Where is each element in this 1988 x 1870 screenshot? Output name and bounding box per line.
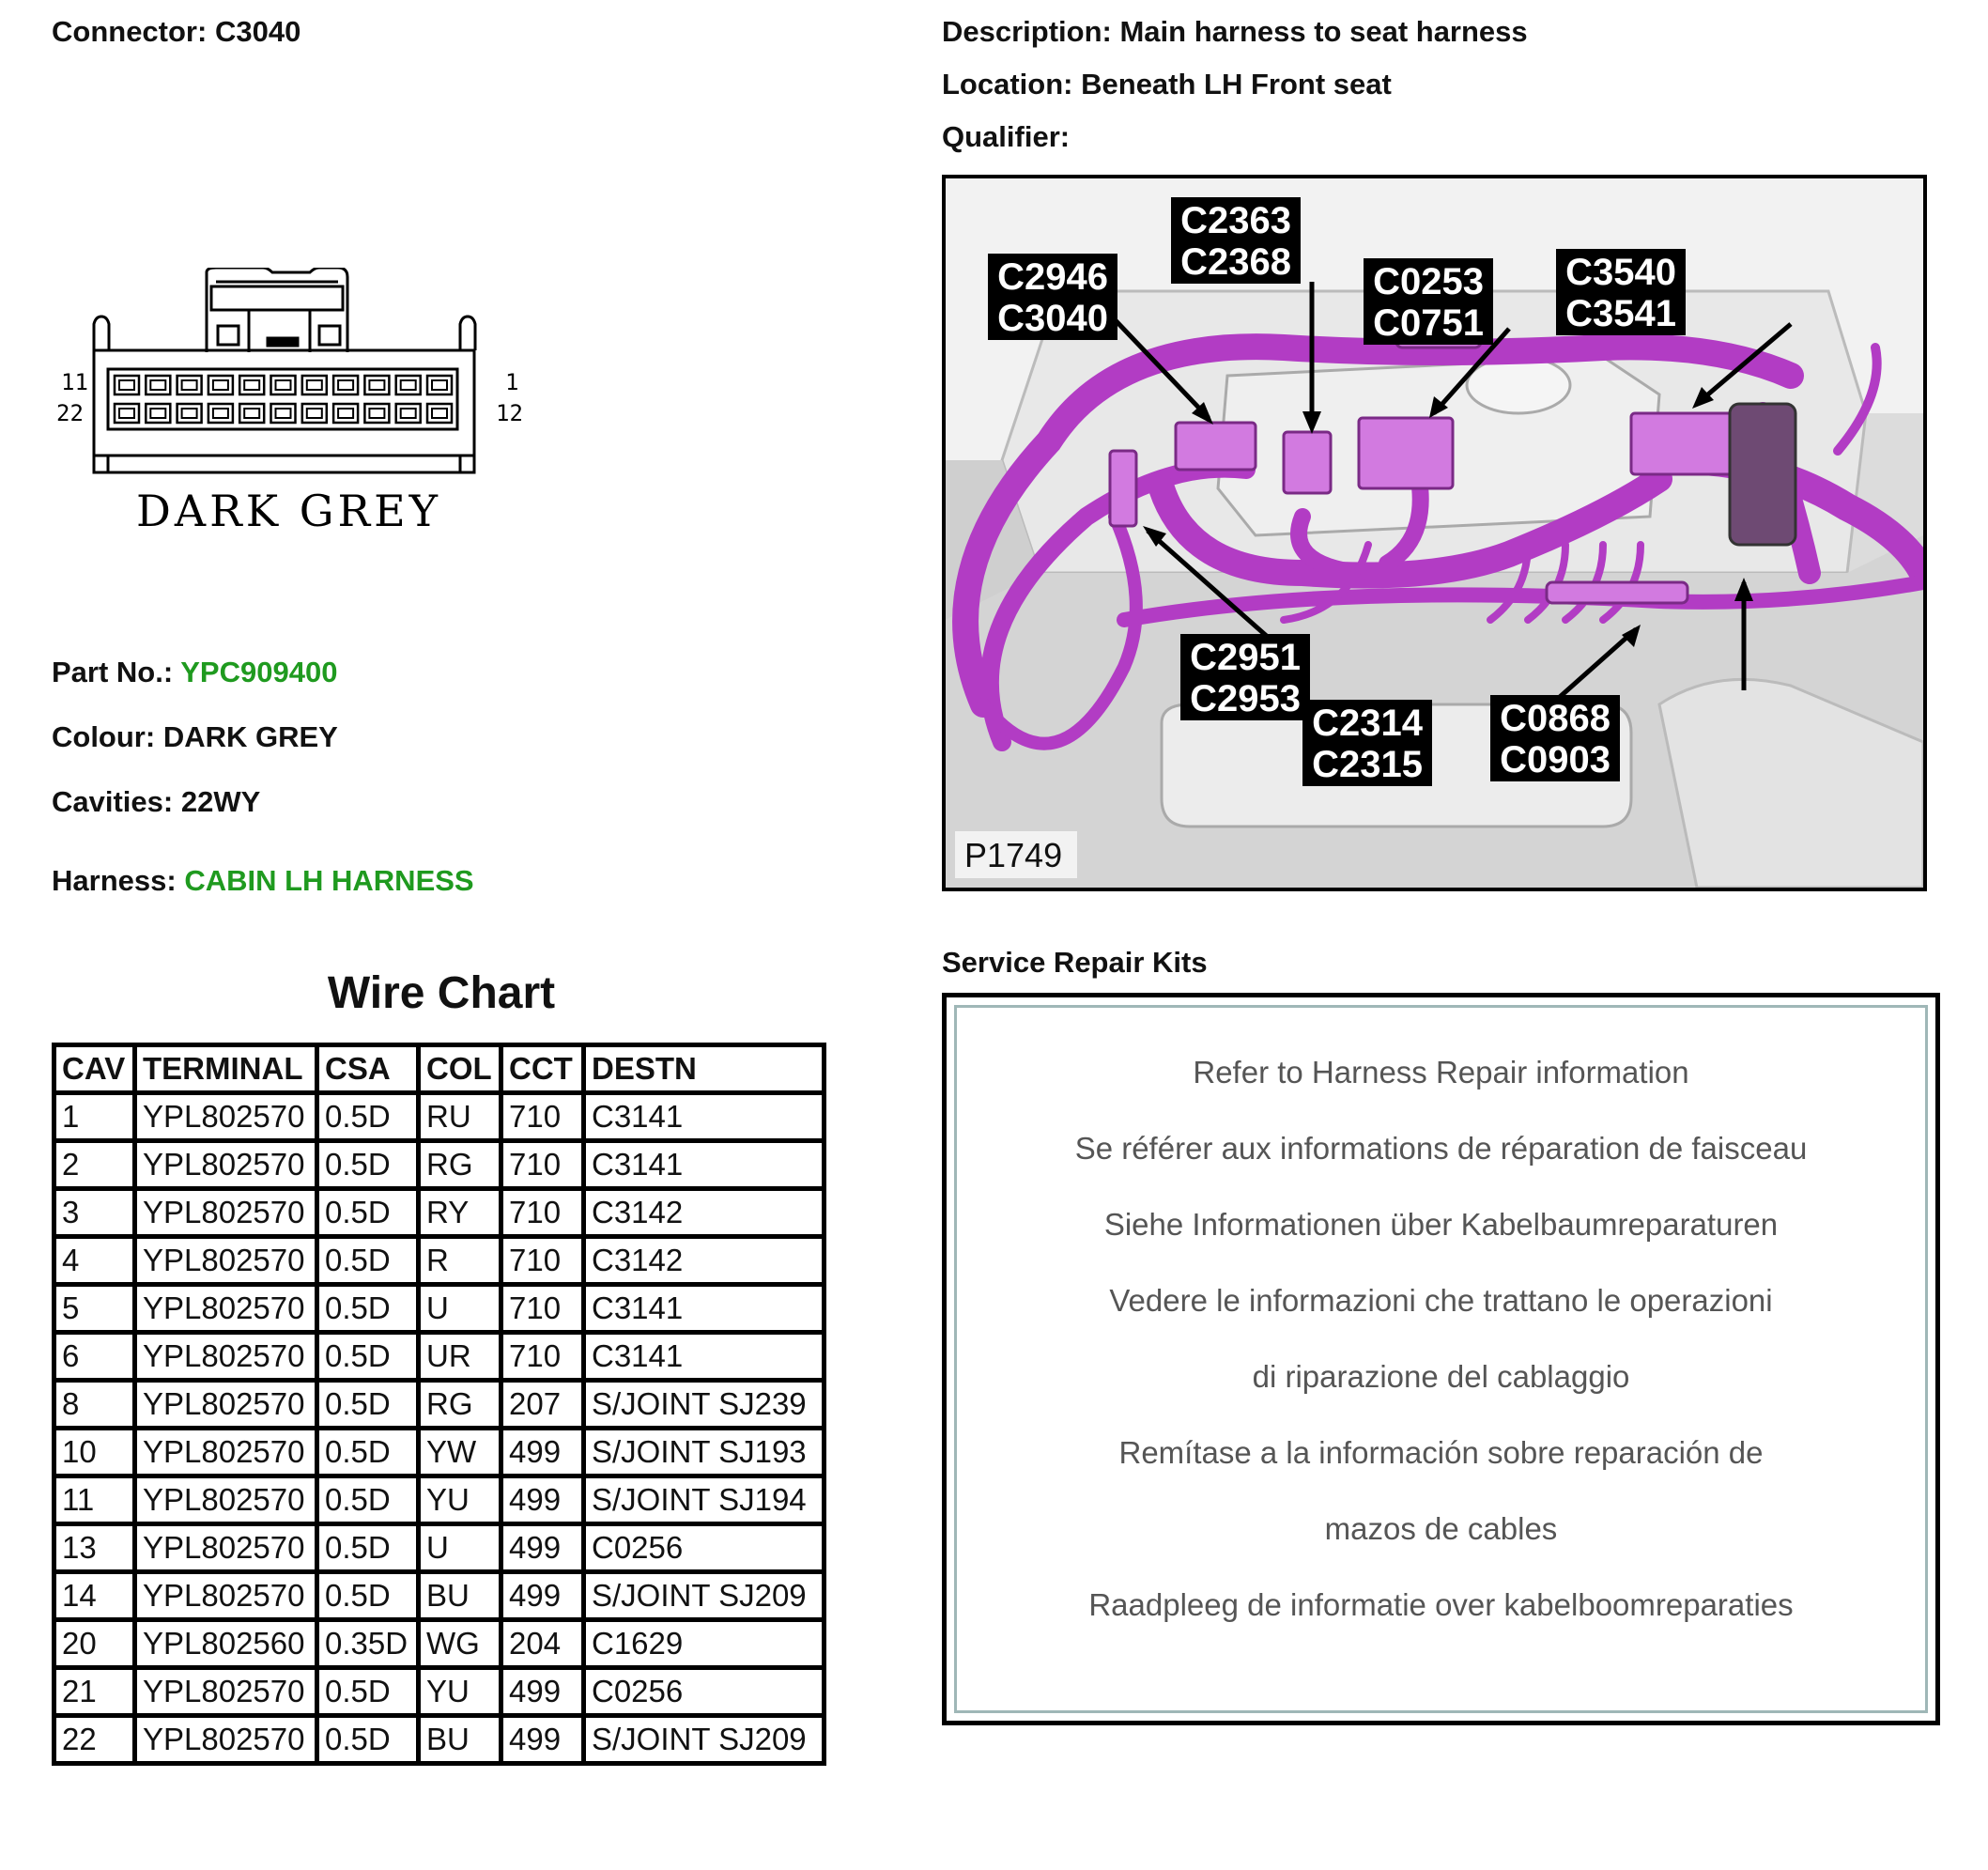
cavity bbox=[146, 404, 170, 423]
repair-line-es-1: Remítase a la información sobre reparación de bbox=[1118, 1435, 1764, 1470]
part-number-label: Part No.: bbox=[52, 656, 174, 688]
header-cav: CAV bbox=[54, 1045, 135, 1093]
cell-terminal: YPL802570 bbox=[135, 1381, 317, 1429]
table-row bbox=[54, 1141, 824, 1189]
cell-cct: 499 bbox=[501, 1476, 584, 1524]
cell-cct: 499 bbox=[501, 1668, 584, 1716]
table-row bbox=[54, 1524, 824, 1572]
cell-cav: 8 bbox=[54, 1381, 135, 1429]
header-cct: CCT bbox=[501, 1045, 584, 1093]
cell-csa: 0.5D bbox=[317, 1285, 419, 1333]
wire-chart-body bbox=[54, 1093, 824, 1764]
cavity bbox=[271, 404, 296, 423]
cell-csa: 0.5D bbox=[317, 1668, 419, 1716]
callout-code: C0868 bbox=[1500, 698, 1610, 739]
cell-destn: C3141 bbox=[584, 1333, 824, 1381]
header-csa: CSA bbox=[317, 1045, 419, 1093]
cell-col: YU bbox=[419, 1668, 501, 1716]
cell-cct: 710 bbox=[501, 1141, 584, 1189]
cell-col: YU bbox=[419, 1476, 501, 1524]
description-label: Description: bbox=[942, 15, 1112, 48]
cell-terminal: YPL802570 bbox=[135, 1189, 317, 1237]
cell-cav: 1 bbox=[54, 1093, 135, 1141]
callout-code: C3540 bbox=[1565, 252, 1676, 293]
cell-cav: 2 bbox=[54, 1141, 135, 1189]
cell-cct: 710 bbox=[501, 1333, 584, 1381]
cavity bbox=[177, 404, 202, 423]
cell-terminal: YPL802570 bbox=[135, 1524, 317, 1572]
cell-col: RG bbox=[419, 1141, 501, 1189]
cell-csa: 0.5D bbox=[317, 1141, 419, 1189]
qualifier-label: Qualifier: bbox=[942, 120, 1071, 153]
cell-terminal: YPL802570 bbox=[135, 1572, 317, 1620]
cell-destn: C3141 bbox=[584, 1141, 824, 1189]
cell-csa: 0.5D bbox=[317, 1524, 419, 1572]
cell-destn: S/JOINT SJ209 bbox=[584, 1716, 824, 1764]
cell-cct: 710 bbox=[501, 1093, 584, 1141]
cell-destn: S/JOINT SJ193 bbox=[584, 1429, 824, 1476]
repair-line-it-1: Vedere le informazioni che trattano le operazioni bbox=[1109, 1283, 1773, 1318]
cavity bbox=[427, 376, 452, 394]
cell-terminal: YPL802560 bbox=[135, 1620, 317, 1668]
table-row bbox=[54, 1572, 824, 1620]
table-row bbox=[54, 1668, 824, 1716]
header-col: COL bbox=[419, 1045, 501, 1093]
pin-label-12: 12 bbox=[496, 400, 523, 426]
cavity bbox=[427, 404, 452, 423]
cell-destn: C0256 bbox=[584, 1524, 824, 1572]
cavity bbox=[396, 376, 421, 394]
callout-code: C2368 bbox=[1180, 241, 1291, 283]
cell-col: BU bbox=[419, 1572, 501, 1620]
cell-cct: 499 bbox=[501, 1524, 584, 1572]
colour-label: Colour: bbox=[52, 720, 156, 753]
cell-cct: 207 bbox=[501, 1381, 584, 1429]
table-row bbox=[54, 1429, 824, 1476]
description-value: Main harness to seat harness bbox=[1119, 15, 1528, 48]
description bbox=[942, 15, 1528, 49]
connector-value: C3040 bbox=[214, 15, 301, 48]
cell-csa: 0.5D bbox=[317, 1476, 419, 1524]
cell-terminal: YPL802570 bbox=[135, 1093, 317, 1141]
repair-line-en: Refer to Harness Repair information bbox=[1193, 1055, 1689, 1090]
cell-destn: C3141 bbox=[584, 1093, 824, 1141]
cell-cav: 3 bbox=[54, 1189, 135, 1237]
location-value: Beneath LH Front seat bbox=[1081, 68, 1392, 100]
part-number-value[interactable]: YPC909400 bbox=[180, 656, 338, 688]
callout-label bbox=[1180, 634, 1310, 720]
harness-info bbox=[52, 864, 474, 898]
repair-line-nl: Raadpleeg de informatie over kabelboomreparaties bbox=[1088, 1587, 1794, 1622]
cell-destn: S/JOINT SJ209 bbox=[584, 1572, 824, 1620]
colour-info bbox=[52, 720, 338, 754]
cell-csa: 0.5D bbox=[317, 1716, 419, 1764]
cell-cav: 22 bbox=[54, 1716, 135, 1764]
cell-csa: 0.5D bbox=[317, 1093, 419, 1141]
wire-chart-title: Wire Chart bbox=[327, 968, 556, 1018]
cell-terminal: YPL802570 bbox=[135, 1237, 317, 1285]
cell-csa: 0.5D bbox=[317, 1572, 419, 1620]
cell-csa: 0.5D bbox=[317, 1381, 419, 1429]
callout-label bbox=[1171, 197, 1301, 284]
cell-terminal: YPL802570 bbox=[135, 1429, 317, 1476]
table-row bbox=[54, 1476, 824, 1524]
cell-col: WG bbox=[419, 1620, 501, 1668]
service-repair-kits-box bbox=[942, 993, 1940, 1725]
connector-colour-label: DARK GREY bbox=[136, 486, 442, 536]
location-label: Location: bbox=[942, 68, 1073, 100]
pin-label-1: 1 bbox=[505, 369, 519, 395]
cell-destn: C0256 bbox=[584, 1668, 824, 1716]
table-row bbox=[54, 1237, 824, 1285]
cell-col: RY bbox=[419, 1189, 501, 1237]
cell-col: RU bbox=[419, 1093, 501, 1141]
repair-line-de: Siehe Informationen über Kabelbaumreparaturen bbox=[1103, 1207, 1779, 1242]
cell-cav: 21 bbox=[54, 1668, 135, 1716]
cell-col: U bbox=[419, 1524, 501, 1572]
header-destn: DESTN bbox=[584, 1045, 824, 1093]
cavity bbox=[208, 404, 233, 423]
cell-cav: 11 bbox=[54, 1476, 135, 1524]
harness-location-illustration bbox=[946, 178, 1923, 888]
cell-destn: C3141 bbox=[584, 1285, 824, 1333]
callout-code: C0751 bbox=[1373, 302, 1484, 344]
callout-code: C2946 bbox=[997, 256, 1108, 298]
cavity bbox=[333, 404, 358, 423]
service-repair-kits-inner bbox=[954, 1005, 1928, 1713]
header-terminal: TERMINAL bbox=[135, 1045, 317, 1093]
cell-terminal: YPL802570 bbox=[135, 1333, 317, 1381]
wire-chart-table bbox=[52, 1043, 826, 1766]
cell-terminal: YPL802570 bbox=[135, 1141, 317, 1189]
cell-cct: 710 bbox=[501, 1285, 584, 1333]
cavity bbox=[239, 376, 264, 394]
cell-cav: 5 bbox=[54, 1285, 135, 1333]
cell-terminal: YPL802570 bbox=[135, 1285, 317, 1333]
cavities-value: 22WY bbox=[180, 785, 261, 818]
callout-code: C2951 bbox=[1190, 637, 1301, 678]
callout-label bbox=[1302, 700, 1432, 786]
table-row bbox=[54, 1716, 824, 1764]
qualifier bbox=[942, 120, 1070, 154]
table-row bbox=[54, 1093, 824, 1141]
callout-code: C2363 bbox=[1180, 200, 1291, 241]
cell-destn: S/JOINT SJ239 bbox=[584, 1381, 824, 1429]
callout-code: C0253 bbox=[1373, 261, 1484, 302]
location bbox=[942, 68, 1392, 101]
cavity bbox=[302, 376, 327, 394]
cavities-label: Cavities: bbox=[52, 785, 174, 818]
cavity bbox=[364, 404, 389, 423]
cell-col: UR bbox=[419, 1333, 501, 1381]
cell-destn: C3142 bbox=[584, 1237, 824, 1285]
cell-col: U bbox=[419, 1285, 501, 1333]
cavity bbox=[115, 376, 139, 394]
cell-csa: 0.5D bbox=[317, 1237, 419, 1285]
cell-cct: 710 bbox=[501, 1237, 584, 1285]
pin-label-22: 22 bbox=[56, 400, 84, 426]
cell-csa: 0.35D bbox=[317, 1620, 419, 1668]
cavities-info bbox=[52, 785, 260, 819]
callout-label bbox=[1556, 249, 1686, 335]
location-photo bbox=[942, 175, 1927, 891]
repair-line-it-2: di riparazione del cablaggio bbox=[1252, 1359, 1630, 1394]
cell-terminal: YPL802570 bbox=[135, 1668, 317, 1716]
callout-code: C3040 bbox=[997, 298, 1108, 339]
cell-cav: 20 bbox=[54, 1620, 135, 1668]
harness-value[interactable]: CABIN LH HARNESS bbox=[184, 864, 474, 897]
cell-cct: 710 bbox=[501, 1189, 584, 1237]
cell-col: R bbox=[419, 1237, 501, 1285]
cavity bbox=[146, 376, 170, 394]
cell-cav: 14 bbox=[54, 1572, 135, 1620]
cell-terminal: YPL802570 bbox=[135, 1716, 317, 1764]
connector-face-drawing bbox=[56, 268, 545, 540]
cell-csa: 0.5D bbox=[317, 1333, 419, 1381]
harness-label: Harness: bbox=[52, 864, 177, 897]
pin-label-11: 11 bbox=[61, 369, 88, 395]
cell-cav: 13 bbox=[54, 1524, 135, 1572]
cell-col: RG bbox=[419, 1381, 501, 1429]
cavity bbox=[115, 404, 139, 423]
wire-chart-header-row bbox=[54, 1045, 824, 1093]
cell-cct: 499 bbox=[501, 1429, 584, 1476]
callout-code: C2953 bbox=[1190, 678, 1301, 719]
callout-label bbox=[1490, 695, 1620, 781]
cell-cct: 204 bbox=[501, 1620, 584, 1668]
cell-cav: 10 bbox=[54, 1429, 135, 1476]
table-row bbox=[54, 1620, 824, 1668]
part-number bbox=[52, 656, 337, 689]
callout-code: C2314 bbox=[1312, 703, 1423, 744]
cell-cav: 6 bbox=[54, 1333, 135, 1381]
cell-csa: 0.5D bbox=[317, 1189, 419, 1237]
cell-cav: 4 bbox=[54, 1237, 135, 1285]
cavity bbox=[177, 376, 202, 394]
cell-destn: C1629 bbox=[584, 1620, 824, 1668]
cell-csa: 0.5D bbox=[317, 1429, 419, 1476]
cavity bbox=[239, 404, 264, 423]
connector-label: Connector: bbox=[52, 15, 208, 48]
cell-destn: S/JOINT SJ194 bbox=[584, 1476, 824, 1524]
cavity bbox=[302, 404, 327, 423]
repair-line-fr: Se référer aux informations de réparation de faisceau bbox=[1074, 1131, 1808, 1166]
callout-code: C3541 bbox=[1565, 293, 1676, 334]
cavity bbox=[271, 376, 296, 394]
repair-line-es-2: mazos de cables bbox=[1324, 1511, 1558, 1546]
colour-value: DARK GREY bbox=[162, 720, 338, 753]
connector-id bbox=[52, 15, 301, 49]
cavity bbox=[333, 376, 358, 394]
callout-label bbox=[1364, 258, 1493, 345]
cavity bbox=[396, 404, 421, 423]
table-row bbox=[54, 1189, 824, 1237]
table-row bbox=[54, 1285, 824, 1333]
connector-cavity-grid bbox=[115, 376, 452, 423]
cell-col: YW bbox=[419, 1429, 501, 1476]
callout-code: C0903 bbox=[1500, 739, 1610, 780]
table-row bbox=[54, 1381, 824, 1429]
table-row bbox=[54, 1333, 824, 1381]
cavity bbox=[208, 376, 233, 394]
service-repair-kits-title: Service Repair Kits bbox=[942, 946, 1208, 979]
callout-code: C2315 bbox=[1312, 744, 1423, 785]
cavity bbox=[364, 376, 389, 394]
cell-destn: C3142 bbox=[584, 1189, 824, 1237]
figure-id: P1749 bbox=[964, 836, 1063, 874]
cell-col: BU bbox=[419, 1716, 501, 1764]
cell-cct: 499 bbox=[501, 1572, 584, 1620]
cell-terminal: YPL802570 bbox=[135, 1476, 317, 1524]
callout-label bbox=[988, 254, 1117, 340]
cell-cct: 499 bbox=[501, 1716, 584, 1764]
